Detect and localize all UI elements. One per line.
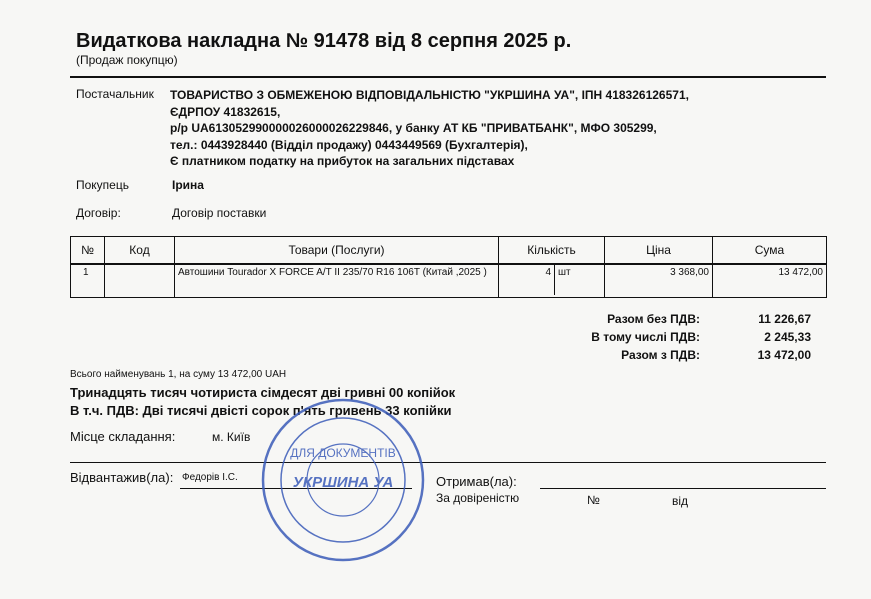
trust-no-label: № <box>587 493 600 507</box>
supplier-details <box>170 87 689 170</box>
col-header-qty: Кількість <box>499 237 605 265</box>
cell-price: 3 368,00 <box>605 264 713 298</box>
stamp-top-text: ДЛЯ ДОКУМЕНТІВ <box>290 446 396 460</box>
col-header-price: Ціна <box>605 237 713 265</box>
cell-sum: 13 472,00 <box>713 264 827 298</box>
place-value: м. Київ <box>212 430 251 444</box>
contract-value: Договір поставки <box>172 206 267 220</box>
signature-divider <box>70 462 826 463</box>
total-gross-value: 13 472,00 <box>757 348 811 362</box>
title-divider <box>70 76 826 78</box>
place-label: Місце складання: <box>70 429 176 444</box>
total-vat-value: 2 245,33 <box>764 330 811 344</box>
col-header-code: Код <box>105 237 175 265</box>
col-header-num: № <box>71 237 105 265</box>
qty-unit: шт <box>558 267 571 278</box>
buyer-value: Ірина <box>172 178 204 192</box>
total-gross-label: Разом з ПДВ: <box>621 348 700 362</box>
supplier-line: тел.: 0443928440 (Відділ продажу) 0443449569 (Бухгалтерія), <box>170 137 528 152</box>
total-net-label: Разом без ПДВ: <box>607 312 700 326</box>
total-in-words: Тринадцять тисяч чотириста сімдесят дві гривні 00 копійок <box>70 385 456 400</box>
document-subtitle: (Продаж покупцю) <box>76 53 178 67</box>
stamp-center-text: УКРШИНА УА <box>292 474 394 491</box>
supplier-line: Є платником податку на прибуток на загальних підставах <box>170 154 515 168</box>
vat-in-words: В т.ч. ПДВ: Дві тисячі двісті сорок п'ять гривень 33 копійки <box>70 403 452 418</box>
table-row <box>71 264 827 298</box>
items-table <box>70 236 827 298</box>
received-signature-line <box>540 488 826 489</box>
company-stamp <box>258 395 428 565</box>
table-header-row <box>71 237 827 265</box>
trust-label: За довіреністю <box>436 491 520 505</box>
cell-code <box>105 264 175 298</box>
trust-from-label: від <box>672 494 689 508</box>
document-title: Видаткова накладна № 91478 від 8 серпня 2025 р. <box>76 30 572 52</box>
total-vat-label: В тому числі ПДВ: <box>591 330 700 344</box>
col-header-goods: Товари (Послуги) <box>175 237 499 265</box>
buyer-label: Покупець <box>76 178 129 192</box>
cell-num: 1 <box>71 264 105 298</box>
supplier-label: Постачальник <box>76 87 154 101</box>
supplier-line: ЄДРПОУ 41832615, <box>170 104 281 119</box>
cell-goods: Автошини Tourador X FORCE A/T II 235/70 R16 106T (Китай ,2025 ) <box>175 264 499 298</box>
shipped-name: Федорів І.С. <box>182 472 238 483</box>
contract-label: Договір: <box>76 206 121 220</box>
total-net-value: 11 226,67 <box>758 312 811 326</box>
items-count-line: Всього найменувань 1, на суму 13 472,00 UAH <box>70 369 287 380</box>
supplier-line: ТОВАРИСТВО З ОБМЕЖЕНОЮ ВІДПОВІДАЛЬНІСТЮ "УКРШИНА УА", ІПН 418326126571, <box>170 88 689 102</box>
cell-qty <box>499 264 605 298</box>
supplier-line: р/р UA613052990000026000026229846, у банку АТ КБ "ПРИВАТБАНК", МФО 305299, <box>170 121 657 135</box>
received-label: Отримав(ла): <box>436 474 517 489</box>
shipped-label: Відвантажив(ла): <box>70 470 174 485</box>
col-header-sum: Сума <box>713 237 827 265</box>
qty-value: 4 <box>499 265 555 295</box>
